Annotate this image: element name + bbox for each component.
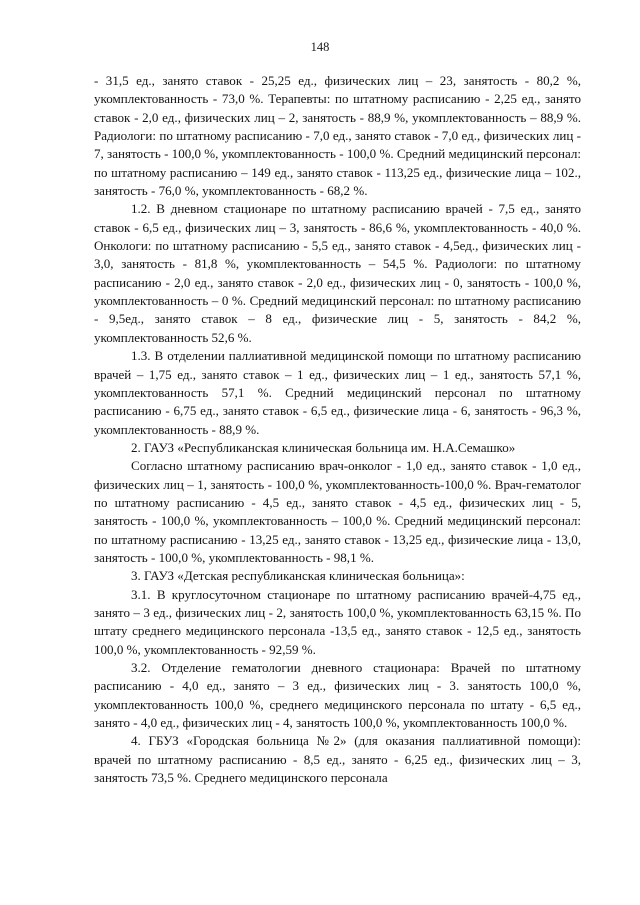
paragraph: 3.2. Отделение гематологии дневного стационара: Врачей по штатному расписанию - 4,0 ед., занято – 3 ед., физических лиц - 3. занятость 100,0 %, укомплектованность 100,0 %, среднего медицинского персонала по штату - 6,5 ед., занято - 4,0 ед., физических лиц - 4, занятость 100,0 %, укомплектованность 100,0 %.	[94, 660, 581, 731]
paragraph: 2. ГАУЗ «Республиканская клиническая больница им. Н.А.Семашко»	[131, 439, 516, 455]
paragraph: 1.2. В дневном стационаре по штатному расписанию врачей - 7,5 ед., занято ставок - 6,5 ед., физических лиц – 3, занятость - 86,6 %, укомплектованность - 40,0 %. Онкологи: по штатному расписанию - 5,5 ед., занято ставок - 4,5ед., физических лиц - 3,0, занятость - 81,8 %, укомплектованность – 54,5 %. Радиологи: по штатному расписанию - 2,0 ед., занято ставок - 2,0 ед., физических лиц - 0, занятость - 100,0 %, укомплектованность – 0 %. Средний медицинский персонал: по штатному расписанию - 9,5ед., занято ставок – 8 ед., физические лиц - 5, занятость - 84,2 %, укомплектованность 52,6 %.	[94, 201, 581, 345]
paragraph: 3.1. В круглосуточном стационаре по штатному расписанию врачей-4,75 ед., занято – 3 ед., физических лиц - 2, занятость 100,0 %, укомплектованность 63,15 %. По штату среднего медицинского персонала -13,5 ед., занято ставок - 12,5 ед., занятость 100,0 %, укомплектованность - 92,59 %.	[94, 586, 581, 657]
paragraph: 3. ГАУЗ «Детская республиканская клиническая больница»:	[131, 568, 465, 584]
document-body	[94, 72, 581, 787]
paragraph: - 31,5 ед., занято ставок - 25,25 ед., физических лиц – 23, занятость - 80,2 %, укомплектованность - 73,0 %. Терапевты: по штатному расписанию - 2,25 ед., занято ставок - 2,0 ед., физических лиц – 2, занятость - 88,9 %, укомплектованность – 88,9 %. Радиологи: по штатному расписанию - 7,0 ед., занято ставок - 7,0 ед., физических лиц - 7, занятость - 100,0 %, укомплектованность - 100,0 %. Средний медицинский персонал: по штатному расписанию – 149 ед., занято ставок - 113,25 ед., физические лица – 102., занятость - 76,0 %, укомплектованность - 68,2 %.	[94, 73, 581, 199]
paragraph: 1.3. В отделении паллиативной медицинской помощи по штатному расписанию врачей – 1,75 ед., занято ставок – 1 ед., физических лиц – 1 ед., занятость 57,1 %, укомплектованность 57,1 %. Средний медицинский персонал по штатному расписанию - 6,75 ед., занято ставок - 6,5 ед., физические лица - 6, занятость - 96,3 %, укомплектованность - 88,9 %.	[94, 348, 581, 437]
paragraph: 4. ГБУЗ «Городская больница №2» (для оказания паллиативной помощи): врачей по штатному расписанию - 8,5 ед., занято - 6,25 ед., физических лиц – 3, занятость 73,5 %. Среднего медицинского персонала	[94, 733, 581, 786]
paragraph: Согласно штатному расписанию врач-онколог - 1,0 ед., занято ставок - 1,0 ед., физических лиц – 1, занятость - 100,0 %, укомплектованность-100,0 %. Врач-гематолог по штатному расписанию - 4,5 ед., занято ставок - 4,5 ед., физических лиц - 5, занятость - 100,0 %, укомплектованность – 100,0 %. Средний медицинский персонал: по штатному расписанию - 13,25 ед., занято ставок - 13,25 ед., физические лица - 13,0, занятость - 100,0 %, укомплектованность - 98,1 %.	[94, 458, 581, 565]
page-number: 148	[310, 40, 330, 54]
